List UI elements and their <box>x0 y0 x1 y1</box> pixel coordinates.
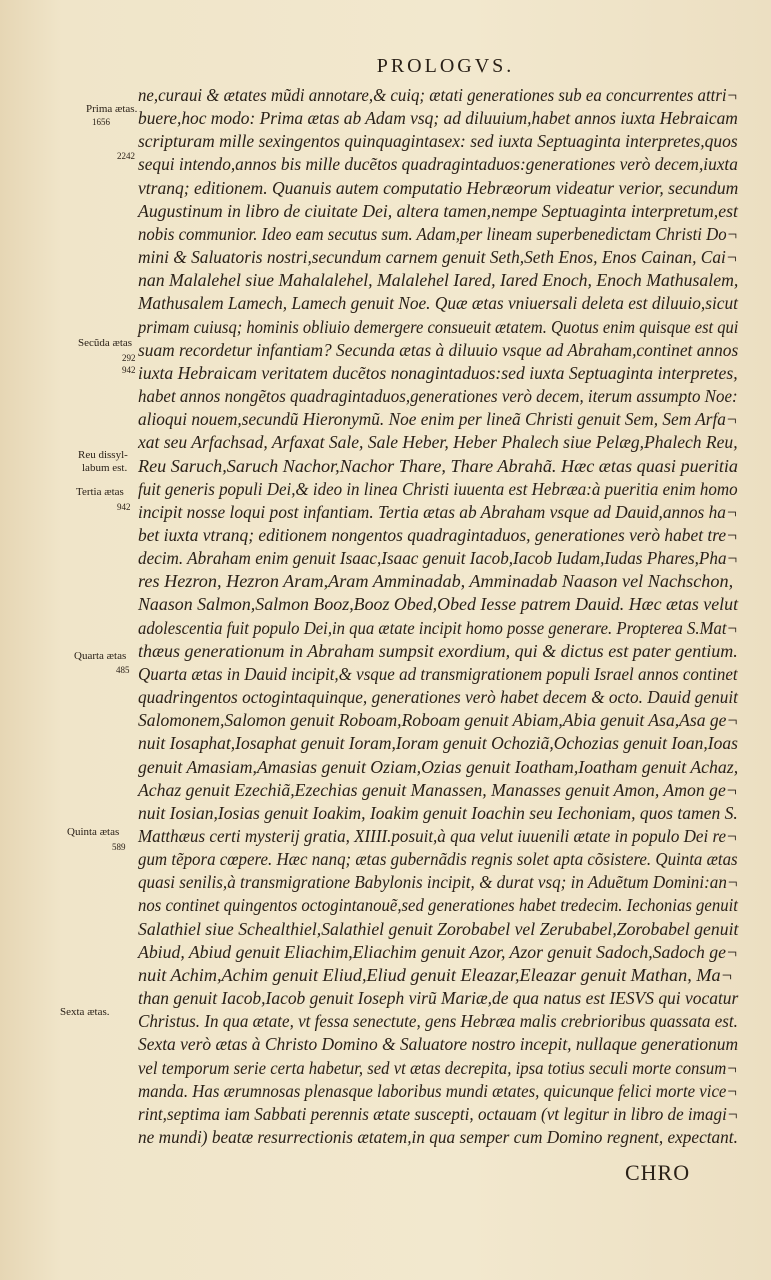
text-line: scripturam mille sexingentos quinquagintasex: sed iuxta Septuaginta interpretes,quos <box>138 131 738 152</box>
text-line: rint,septima iam Sabbati perennis ætate suscepti, octauam (vt legitur in libro de imagi¬ <box>138 1103 739 1124</box>
text-line: thæus generationum in Abraham sumpsit exordium, qui & dictus est pater gentium. <box>138 640 738 661</box>
text-line: Sexta verò ætas à Christo Domino & Saluatore nostro incepit, nullaque generationum <box>138 1034 739 1055</box>
text-line: Reu Saruch,Saruch Nachor,Nachor Thare, Thare Abrahã. Hæc ætas quasi pueritia <box>138 455 739 476</box>
margin-note-quarta-aetas: Quarta ætas <box>74 650 127 662</box>
margin-number: 1656 <box>92 117 110 127</box>
running-head: PROLOGVS. <box>376 55 515 77</box>
text-line: quadringentos octogintaquinque, generationes verò habet decem & octo. Dauid genuit <box>138 687 738 708</box>
text-line: xat seu Arfachsad, Arfaxat Sale, Sale Heber, Heber Phalech siue Pelæg,Phalech Reu, <box>138 432 738 453</box>
text-line: decim. Abraham enim genuit Isaac,Isaac genuit Iacob,Iacob Iudam,Iudas Phares,Pha¬ <box>138 548 739 569</box>
text-line: suam recordetur infantiam? Secunda ætas à diluuio vsque ad Abraham,continet annos <box>138 339 739 360</box>
margin-note-reu-2: labum est. <box>82 462 128 474</box>
text-line: habet annos nongẽtos quadragintaduos,generationes verò decem, iterum assumpto Noe: <box>138 386 738 407</box>
text-line: Abiud, Abiud genuit Eliachim,Eliachim genuit Azor, Azor genuit Sadoch,Sadoch ge¬ <box>138 941 738 962</box>
text-line: than genuit Iacob,Iacob genuit Ioseph virũ Mariæ,de qua natus est IESVS qui vocatur <box>138 988 739 1009</box>
text-line: manda. Has ærumnosas plenasque laboribus mundi ætates, quicunque felici morte vice¬ <box>138 1080 738 1101</box>
text-line: buere,hoc modo: Prima ætas ab Adam vsq; ad diluuium,habet annos iuxta Hebraicam <box>138 108 738 129</box>
text-line: res Hezron, Hezron Aram,Aram Amminadab, Amminadab Naason vel Nachschon, <box>138 571 734 592</box>
margin-number: 485 <box>116 665 130 675</box>
text-line: Salomonem,Salomon genuit Roboam,Roboam genuit Abiam,Abia genuit Asa,Asa ge¬ <box>138 710 739 731</box>
margin-number: 292 <box>122 353 136 363</box>
text-line: Augustinum in libro de ciuitate Dei, altera tamen,nempe Septuaginta interpretum,est <box>138 200 738 221</box>
text-line: nuit Iosaphat,Iosaphat genuit Ioram,Ioram genuit Ochoziã,Ochozias genuit Ioan,Ioas <box>138 733 738 754</box>
text-line: nuit Iosian,Iosias genuit Ioakim, Ioakim genuit Ioachin seu Iechoniam, quos tamen S. <box>138 802 738 823</box>
margin-note-secunda-aetas: Secũda ætas <box>78 337 133 349</box>
text-line: iuxta Hebraicam veritatem ducẽtos nonagintaduos:sed iuxta Septuaginta interpretes, <box>138 362 738 383</box>
text-line: Achaz genuit Ezechiã,Ezechias genuit Manassen, Manasses genuit Amon, Amon ge¬ <box>138 779 738 800</box>
text-line: mini & Saluatoris nostri,secundum carnem genuit Seth,Seth Enos, Enos Cainan, Cai¬ <box>138 247 738 268</box>
text-line: Naason Salmon,Salmon Booz,Booz Obed,Obed Iesse patrem Dauid. Hæc ætas velut <box>138 594 739 615</box>
text-line: Salathiel siue Schealthiel,Salathiel genuit Zorobabel vel Zerubabel,Zorobabel genuit <box>138 918 739 939</box>
text-line: nuit Achim,Achim genuit Eliud,Eliud genuit Eleazar,Eleazar genuit Mathan, Ma¬ <box>138 964 733 985</box>
text-line: Matthæus certi mysterij gratia, XIIII.posuit,à qua velut iuuenili ætate in populo Dei re¬ <box>138 826 738 846</box>
text-line: Mathusalem Lamech, Lamech genuit Noe. Quæ ætas vniuersali deleta est diluuio,sicut <box>138 293 738 314</box>
text-line: quasi senilis,à transmigratione Babylonis incipit, & durat vsq; in Aduẽtum Domini:an¬ <box>138 872 739 893</box>
text-line: bet iuxta vtranq; editionem nongentos quadragintaduos, generationes verò habet tre¬ <box>138 524 738 545</box>
text-line: vel temporum serie certa habetur, sed vt ætas decrepita, ipsa totius seculi morte consum¬ <box>138 1057 738 1078</box>
text-line: nobis communior. Ideo eam secutus sum. Adam,per lineam superbenedictam Christi Do¬ <box>138 223 738 244</box>
text-line: sequi intendo,annos bis mille ducẽtos quadragintaduos:generationes verò decem,iuxta <box>138 154 738 175</box>
text-line: adolescentia fuit populo Dei,in qua ætate incipit homo posse generare. Propterea S.Mat¬ <box>138 617 738 638</box>
margin-number: 942 <box>122 365 136 375</box>
text-line: Christus. In qua ætate, vt fessa senectute, gens Hebræa malis crebrioribus quassata est. <box>138 1011 738 1032</box>
text-line: ne mundi) beatæ resurrectionis ætatem,in qua semper cum Domino regnent, expectant. <box>138 1127 738 1148</box>
text-line: nan Malalehel siue Mahalalehel, Malalehel Iared, Iared Enoch, Enoch Mathusalem, <box>138 270 739 291</box>
margin-note-reu: Reu dissyl- <box>78 449 128 461</box>
text-line: ne,curaui & ætates mũdi annotare,& cuiq; ætati generationes sub ea concurrentes attri¬ <box>138 85 738 105</box>
catchword: CHRO <box>625 1160 691 1185</box>
text-line: primam cuiusq; hominis obliuio demergere consueuit ætatem. Quotus enim quisque est qui <box>138 316 739 337</box>
margin-note-quinta-aetas: Quinta ætas <box>67 826 120 838</box>
text-line: gum tẽpora cœpere. Hæc nanq; ætas gubernãdis regnis solet apta cõsistere. Quinta ætas <box>138 849 738 870</box>
text-line: Quarta ætas in Dauid incipit,& vsque ad transmigrationem populi Israel annos continet <box>138 663 738 684</box>
margin-note-sexta-aetas: Sexta ætas. <box>60 1006 110 1018</box>
margin-note-tertia-aetas: Tertia ætas <box>76 486 124 498</box>
text-line: incipit nosse loqui post infantiam. Tertia ætas ab Abraham vsque ad Dauid,annos ha¬ <box>138 501 738 522</box>
margin-note-prima-aetas: Prima ætas. <box>86 103 138 115</box>
margin-number: 2242 <box>117 151 135 161</box>
text-line: vtranq; editionem. Quanuis autem computatio Hebræorum videatur verior, secundum <box>138 177 739 198</box>
body-text <box>138 84 738 1149</box>
text-line: alioqui nouem,secundũ Hieronymũ. Noe enim per lineã Christi genuit Sem, Sem Arfa¬ <box>138 409 738 430</box>
margin-number: 942 <box>117 502 131 512</box>
text-line: genuit Amasiam,Amasias genuit Oziam,Ozias genuit Ioatham,Ioatham genuit Achaz, <box>138 756 739 777</box>
text-line: fuit generis populi Dei,& ideo in linea Christi iuuenta est Hebræa:à pueritia enim homo <box>138 478 738 499</box>
text-line: nos continet quingentos octogintanouẽ,sed generationes habet tredecim. Iechonias genuit <box>138 895 738 916</box>
margin-number: 589 <box>112 842 126 852</box>
